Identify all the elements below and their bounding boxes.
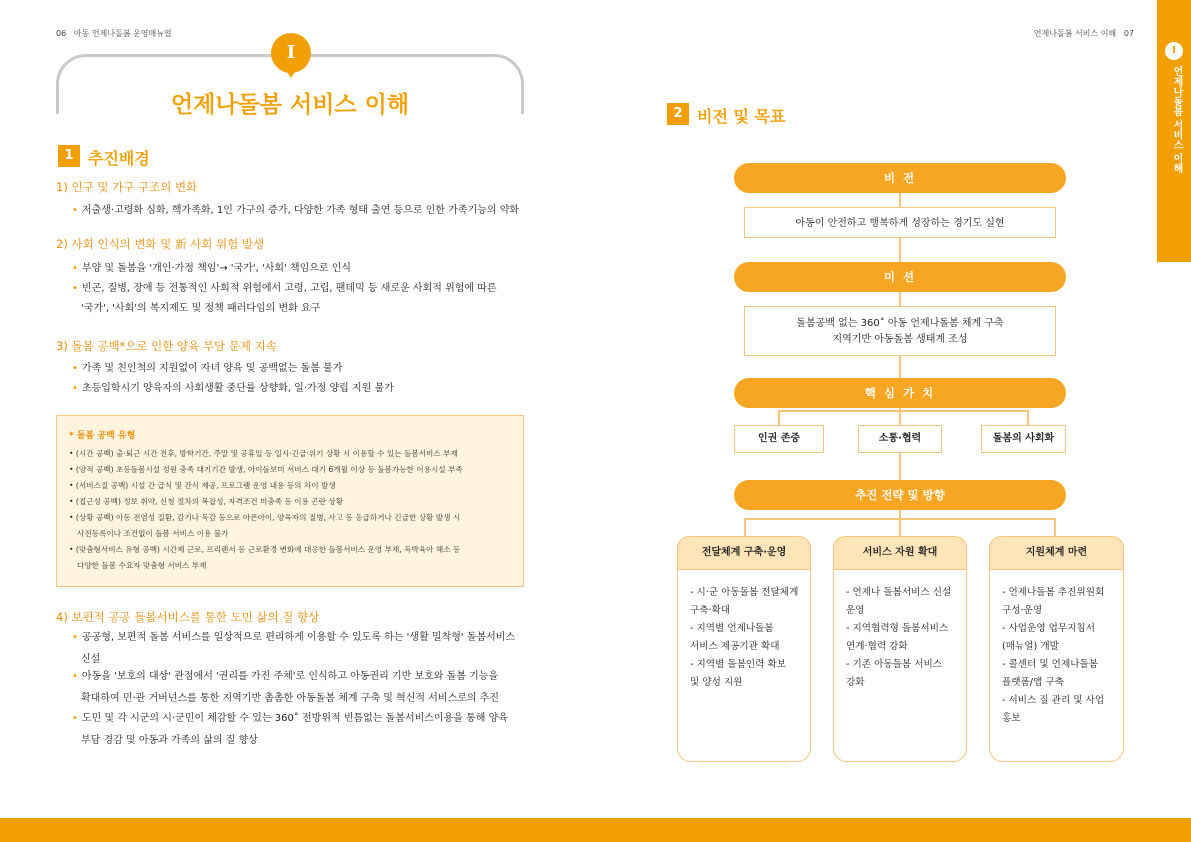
mission-label: 미 션 xyxy=(734,262,1066,292)
vision-label: 비 전 xyxy=(734,163,1066,193)
connector xyxy=(778,411,780,425)
note-line: • (서비스질 공백) 시설 간 급식 및 간식 제공, 프로그램 운영 내용 등의 차이 발생 xyxy=(69,481,336,490)
core-value: 인권 존중 xyxy=(734,425,824,453)
strategy-heading: 지원체계 마련 xyxy=(989,536,1124,570)
left-page-number: 06 xyxy=(56,29,67,38)
list-item: • 빈곤, 질병, 장애 등 전통적인 사회적 위험에서 고령, 고립, 팬데믹 등 새로운 사회적 위험에 따른 xyxy=(72,283,497,294)
list-item-continued: 확대하여 민·관 거버넌스를 통한 지역기반 촘촘한 아동돌봄 체계 구축 및 혁신적 서비스로의 추진 xyxy=(81,693,500,704)
list-item-continued: 부담 경감 및 아동과 가족의 삶의 질 향상 xyxy=(81,735,258,746)
connector xyxy=(1054,518,1056,536)
section1-number: 1 xyxy=(58,145,80,167)
note-line: • (양적 공백) 초등돌봄시설 정원 충족 대기기간 발생, 아이돌보미 서비스 대기 6개월 이상 등 돌봄가능한 이용시설 부족 xyxy=(69,465,463,474)
note-line: • (접근성 공백) 정보 취약, 신청 절차의 복잡성, 자격조건 미충족 등 이용 곤란 상황 xyxy=(69,497,344,506)
note-line: • (상황 공백) 아동 전염성 질환, 감기나 독감 등으로 아픈아이, 양육자의 질병, 사고 등 응급하거나 긴급한 상황 발생 시 xyxy=(69,513,461,522)
list-item-continued: '국가', '사회'의 복지제도 및 정책 패러다임의 변화 요구 xyxy=(81,303,321,314)
right-page-number: 07 xyxy=(1123,29,1134,38)
list-item: • 부양 및 돌봄을 '개인·가정 책임'→ '국가', '사회' 책임으로 인식 xyxy=(72,263,352,274)
subsection4-title: 4) 보편적 공공 돌봄서비스를 통한 도민 삶의 질 향상 xyxy=(56,610,320,624)
strategy-heading: 전달체계 구축·운영 xyxy=(677,536,811,570)
mission-box xyxy=(744,306,1056,356)
vision-text: 아동이 안전하고 행복하게 성장하는 경기도 실현 xyxy=(744,207,1056,238)
strategy-items: - 언제나돌봄 추진위원회 구성·운영 - 사업운영 업무지침서 (매뉴얼) 개발 - 콜센터 및 언제나돌봄 플랫폼/앱 구축 - 서비스 질 관리 및 사업 홍보 xyxy=(989,569,1124,762)
care-gap-types-box xyxy=(56,415,524,587)
strategy-heading: 서비스 자원 확대 xyxy=(833,536,967,570)
strategy-items: - 시·군 아동돌봄 전달체계 구축·확대 - 지역별 언제나돌봄 서비스 제공기관 확대 - 지역별 돌봄인력 확보 및 양성 지원 xyxy=(677,569,811,762)
list-item: • 초등입학시기 양육자의 사회생활 중단률 상향화, 일·가정 양립 지원 불가 xyxy=(72,383,394,394)
connector xyxy=(899,238,901,262)
strategy-label: 추진 전략 및 방향 xyxy=(734,480,1066,510)
note-line-continued: 다양한 돌봄 수요자 맞춤형 서비스 부재 xyxy=(77,561,207,570)
section1-title: 추진배경 xyxy=(88,149,150,168)
footer-bar xyxy=(0,818,1191,842)
side-tab-label: 언제나돌봄 서비스 이해 xyxy=(1171,66,1182,173)
core-values-label: 핵 심 가 치 xyxy=(734,378,1066,408)
connector xyxy=(899,510,901,536)
list-item: • 가족 및 친인척의 지원없이 자녀 양육 및 공백없는 돌봄 불가 xyxy=(72,363,343,374)
mission-line: 돌봄공백 없는 360˚ 아동 언제나돌봄 체계 구축 xyxy=(796,318,1004,329)
connector xyxy=(744,518,746,536)
connector xyxy=(899,193,901,207)
section2-number: 2 xyxy=(667,103,689,125)
list-item-continued: 신설 xyxy=(81,654,101,665)
strategy-items: - 언제나 돌봄서비스 신설 운영 - 지역협력형 돌봄서비스 연계·협력 강화 - 기존 아동돌봄 서비스 강화 xyxy=(833,569,967,762)
core-value: 돌봄의 사회화 xyxy=(981,425,1066,453)
connector xyxy=(1027,411,1029,425)
subsection2-title: 2) 사회 인식의 변화 및 新 사회 위험 발생 xyxy=(56,237,265,251)
right-running-title: 언제나돌봄 서비스 이해 xyxy=(1033,29,1117,38)
note-line-continued: 사전등록이나 조건없이 돌봄 서비스 이용 불가 xyxy=(77,529,229,538)
connector xyxy=(778,410,1029,412)
connector xyxy=(744,518,1056,520)
list-item: • 아동을 '보호의 대상' 관점에서 '권리를 가진 주체'로 인식하고 아동권리 기반 보호와 돌봄 기능을 xyxy=(72,671,499,682)
subsection3-title: 3) 돌봄 공백*으로 인한 양육 부담 문제 지속 xyxy=(56,339,277,353)
core-value: 소통·협력 xyxy=(858,425,942,453)
care-gap-types-title: * 돌봄 공백 유형 xyxy=(69,431,136,441)
list-item: • 공공형, 보편적 돌봄 서비스를 일상적으로 편리하게 이용할 수 있도록 하는 '생활 밀착형' 돌봄서비스 xyxy=(72,632,516,643)
left-running-title: 아동 언제나돌봄 운영매뉴얼 xyxy=(73,29,172,38)
connector xyxy=(899,356,901,378)
chapter-number-badge: I xyxy=(271,33,311,73)
list-item: • 저출생·고령화 심화, 핵가족화, 1인 가구의 증가, 다양한 가족 형태 출연 등으로 인한 가족기능의 약화 xyxy=(72,205,520,216)
side-tab-number: I xyxy=(1165,42,1183,60)
list-item: • 도민 및 각 시군의 시·군민이 체감할 수 있는 360˚ 전방위적 빈틈없는 돌봄서비스이용을 통해 양육 xyxy=(72,713,508,724)
note-line: • (맞춤형서비스 유형 공백) 시간제 근로, 프리랜서 등 근로환경 변화에 대응한 돌봄서비스 운영 부재, 독박육아 해소 등 xyxy=(69,545,461,554)
section2-title: 비전 및 목표 xyxy=(697,107,786,126)
connector xyxy=(899,292,901,306)
subsection1-title: 1) 인구 및 가구 구조의 변화 xyxy=(56,180,198,194)
chapter-title: 언제나돌봄 서비스 이해 xyxy=(170,92,410,118)
right-header xyxy=(1000,28,1134,39)
note-line: • (시간 공백) 출·퇴근 시간 전후, 방학기간, 주말 및 공휴일 등 일시·긴급·위기 상황 시 이용할 수 있는 돌봄서비스 부재 xyxy=(69,449,458,458)
left-header xyxy=(56,28,172,39)
mission-line: 지역기반 아동돌봄 생태계 조성 xyxy=(832,334,968,345)
